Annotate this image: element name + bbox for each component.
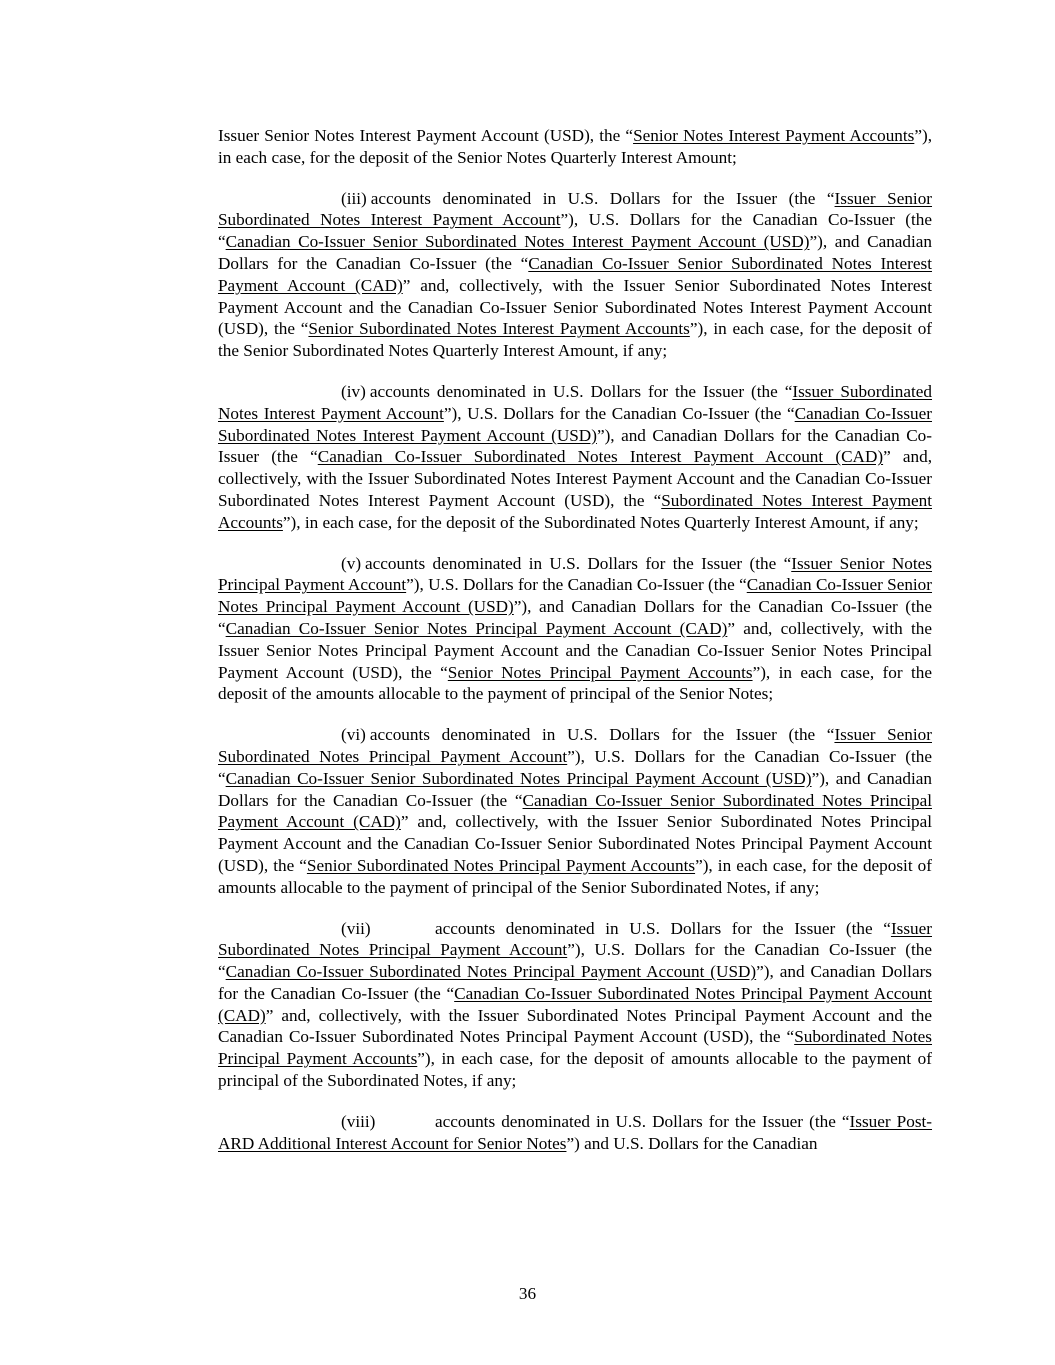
paragraph-text: ”), and Canadian Dollars for the Canadian Co-Issuer (the “: [218, 597, 932, 638]
defined-term: Canadian Co-Issuer Subordinated Notes Principal Payment Account (USD): [225, 962, 757, 982]
defined-term: Senior Notes Principal Payment Accounts: [447, 662, 753, 682]
defined-term: Issuer Post-ARD Additional Interest Account for Senior Notes: [218, 1111, 933, 1153]
paragraph-text: ” and, collectively, with the Issuer Subordinated Notes Principal Payment Account and the Canadian Co-Issuer Subordinated Notes Principal Payment Account (USD), the “: [218, 1005, 932, 1047]
paragraph-text: accounts denominated in U.S. Dollars for the Issuer (the “: [365, 553, 792, 573]
paragraph-text: Issuer Senior Notes Interest Payment Account (USD), the “: [218, 126, 634, 145]
defined-term: Subordinated Notes Interest Payment Accounts: [218, 490, 932, 532]
defined-term: Canadian Co-Issuer Senior Subordinated Notes Interest Payment Account (USD): [225, 232, 810, 252]
clause-marker: (vi): [341, 725, 366, 745]
clause-marker: (viii): [341, 1111, 376, 1131]
paragraph-text: ”), and Canadian Dollars for the Canadian Co-Issuer (the “: [218, 768, 932, 810]
paragraph-text: ”), and Canadian Dollars for the Canadian Co-Issuer (the “: [218, 232, 933, 273]
defined-term: Canadian Co-Issuer Subordinated Notes Principal Payment Account (CAD): [218, 983, 932, 1025]
paragraph-text: ”), and Canadian Dollars for the Canadian Co-Issuer (the “: [218, 962, 932, 1003]
paragraph-text: ”), in each case, for the deposit of the Senior Subordinated Notes Quarterly Interest Amount, if any;: [218, 319, 933, 361]
paragraph-ii-cont: [218, 125, 932, 169]
clause-marker: (iv): [341, 381, 366, 401]
defined-term: Issuer Subordinated Notes Principal Payment Account: [218, 918, 932, 960]
paragraph-text: accounts denominated in U.S. Dollars for the Issuer (the “: [369, 381, 793, 401]
defined-term: Canadian Co-Issuer Subordinated Notes Interest Payment Account (USD): [218, 403, 932, 445]
defined-term: Senior Notes Interest Payment Accounts: [633, 126, 915, 145]
defined-term: Canadian Co-Issuer Subordinated Notes Interest Payment Account (CAD): [317, 447, 884, 467]
defined-term: Issuer Subordinated Notes Interest Payment Account: [218, 381, 933, 423]
paragraph-text: ”), U.S. Dollars for the Canadian Co-Issuer (the “: [218, 210, 932, 252]
defined-term: Canadian Co-Issuer Senior Notes Principal Payment Account (USD): [218, 575, 933, 617]
paragraph-text: ”), and Canadian Dollars for the Canadian Co-Issuer (the “: [218, 425, 933, 467]
clause-marker: (vii): [341, 918, 371, 938]
defined-term: Senior Subordinated Notes Principal Payment Accounts: [306, 855, 696, 875]
paragraph-text: ”), U.S. Dollars for the Canadian Co-Issuer (the “: [443, 403, 795, 423]
paragraph-text: ”), in each case, for the deposit of amounts allocable to the payment of principal of the Senior Subordinated Notes, if any;: [218, 855, 932, 897]
defined-term: Canadian Co-Issuer Senior Subordinated Notes Principal Payment Account (CAD): [218, 790, 932, 832]
paragraph-text: ” and, collectively, with the Issuer Senior Subordinated Notes Principal Payment Account and the Canadian Co-Issuer Senior Subordinated Notes Principal Payment Account (USD), the “: [218, 812, 932, 875]
clause-marker: (v): [341, 553, 362, 573]
paragraph-iii: [218, 188, 932, 362]
paragraph-text: accounts denominated in U.S. Dollars for the Issuer (the “: [435, 1111, 850, 1131]
paragraph-text: ” and, collectively, with the Issuer Senior Notes Principal Payment Account and the Canadian Co-Issuer Senior Notes Principal Payment Account (USD), the “: [218, 618, 933, 682]
paragraph-text: ”), U.S. Dollars for the Canadian Co-Issuer (the “: [406, 575, 747, 595]
paragraph-iv: [218, 381, 932, 534]
defined-term: Canadian Co-Issuer Senior Subordinated Notes Principal Payment Account (USD): [225, 768, 812, 788]
paragraph-vii: [218, 918, 932, 1092]
paragraph-text: accounts denominated in U.S. Dollars for the Issuer (the “: [435, 918, 891, 938]
defined-term: Canadian Co-Issuer Senior Subordinated Notes Interest Payment Account (CAD): [218, 253, 932, 295]
paragraph-text: ” and, collectively, with the Issuer Senior Subordinated Notes Interest Payment Account and the Canadian Co-Issuer Senior Subordinated Notes Interest Payment Account (USD), the “: [218, 275, 932, 339]
paragraph-text: ”), U.S. Dollars for the Canadian Co-Issuer (the “: [218, 940, 932, 982]
paragraph-v: [218, 553, 932, 706]
defined-term: Subordinated Notes Principal Payment Accounts: [218, 1027, 932, 1069]
paragraph-text: ” and, collectively, with the Issuer Subordinated Notes Interest Payment Account and the Canadian Co-Issuer Subordinated Notes Interest Payment Account (USD), the “: [218, 447, 932, 510]
paragraph-text: ”) and U.S. Dollars for the Canadian: [566, 1133, 818, 1153]
defined-term: Issuer Senior Subordinated Notes Principal Payment Account: [218, 725, 932, 766]
paragraph-text: accounts denominated in U.S. Dollars for the Issuer (the “: [369, 725, 835, 745]
defined-term: Issuer Senior Subordinated Notes Interest Payment Account: [218, 188, 933, 230]
defined-term: Issuer Senior Notes Principal Payment Account: [218, 553, 932, 595]
document-body: [218, 125, 932, 1173]
paragraph-text: accounts denominated in U.S. Dollars for the Issuer (the “: [370, 188, 835, 208]
page-number: 36: [518, 1284, 537, 1303]
paragraph-text: ”), in each case, for the deposit of the amounts allocable to the payment of principal of the Senior Notes;: [218, 662, 932, 704]
paragraph-text: ”), in each case, for the deposit of the Senior Notes Quarterly Interest Amount;: [218, 126, 932, 167]
defined-term: Canadian Co-Issuer Senior Notes Principal Payment Account (CAD): [225, 618, 728, 638]
paragraph-vi: [218, 724, 932, 898]
paragraph-viii: [218, 1111, 932, 1155]
clause-marker: (iii): [341, 188, 367, 208]
paragraph-text: ”), U.S. Dollars for the Canadian Co-Issuer (the “: [218, 746, 932, 788]
paragraph-text: ”), in each case, for the deposit of amounts allocable to the payment of principal of the Subordinated Notes, if any;: [218, 1049, 932, 1091]
defined-term: Senior Subordinated Notes Interest Payment Accounts: [308, 319, 690, 339]
paragraph-text: ”), in each case, for the deposit of the Subordinated Notes Quarterly Interest Amount, if any;: [282, 512, 919, 532]
